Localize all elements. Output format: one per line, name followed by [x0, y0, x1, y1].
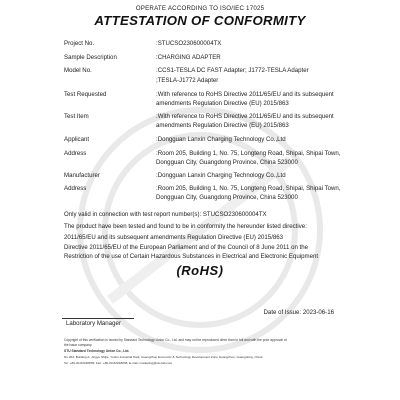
- field-value: Dongguan City, Guangdong Province, China 523000: [156, 159, 298, 166]
- field-value: :Dongguan Lanxin Charging Technology Co.,Ltd: [156, 172, 286, 179]
- company-contact: Tel: +86-20-82018835, Fax: +86-20-82018838, E-mail: marketing@stu-lab.com: [64, 361, 173, 365]
- field-value: :STUCSO230600004TX: [156, 40, 222, 47]
- field-label: Project No.: [64, 40, 95, 47]
- field-value: amendments Regulation Directive (EU) 2015/863: [156, 122, 289, 129]
- field-label: Manufacturer: [64, 172, 100, 179]
- field-value: amendments Regulation Directive (EU) 2015/863: [156, 100, 289, 107]
- directive-description-2: Restriction of the use of Certain Hazardous Substances in Electrical and Electronic Equipment: [64, 253, 319, 260]
- signature-label: Laboratory Manager: [66, 320, 121, 327]
- field-label: Address: [64, 185, 87, 192]
- field-value: :Room 205, Building 1, No. 75, Longteng Road, Shipai, Shipai Town,: [156, 150, 341, 157]
- certificate-title: ATTESTATION OF CONFORMITY: [94, 13, 306, 28]
- field-value: :With reference to RoHS Directive 2011/65/EU and its subsequent: [156, 113, 334, 120]
- field-value: :With reference to RoHS Directive 2011/65/EU and its subsequent: [156, 91, 334, 98]
- field-value: :CCS1-TESLA DC FAST Adapter; J1772-TESLA Adapter: [156, 67, 309, 74]
- field-value: :Dongguan Lanxin Charging Technology Co.,Ltd: [156, 136, 286, 143]
- company-name: STU Standard Technology Union Co., Ltd.: [64, 349, 130, 353]
- valid-report-line: Only valid in connection with test report number(s): STUCSO230600004TX: [64, 211, 267, 218]
- signature-line: [62, 318, 134, 319]
- directive-line: 2011/65/EU and its subsequent amendments Regulation Directive (EU) 2015/863: [64, 234, 284, 241]
- copyright-line-2: the issue company.: [64, 343, 93, 347]
- directive-description-1: Directive 2011/65/EU of the European Parliament and of the Council of 8 June 2011 on the: [64, 244, 309, 251]
- field-label: Address: [64, 150, 87, 157]
- copyright-line-1: Copyright of this verification is owned by Standard Technology Union Co., Ltd. and may not be reproduced other than in full and with the prior approval of: [64, 338, 287, 342]
- field-value: ;TESLA-J1772 Adapter: [156, 77, 219, 84]
- field-value: Dongguan City, Guangdong Province, China 523000: [156, 194, 298, 201]
- operate-standard-line: OPERATE ACCORDING TO ISO/IEC 17025: [135, 5, 265, 12]
- rohs-mark: (RoHS): [176, 263, 224, 278]
- field-value: :Room 205, Building 1, No. 75, Longteng Road, Shipai, Shipai Town,: [156, 185, 341, 192]
- conformity-statement: The product have been tested and found to be in conformity the hereunder listed directive:: [64, 223, 307, 230]
- field-label: Model No.: [64, 67, 92, 74]
- field-label: Sample Description: [64, 54, 117, 61]
- company-address: No.203, Building A, Jingye Shijie, Yushu Industrial Park, Guangzhou Economic & Technology Development Zone Guangzhou, Guangdong, China: [64, 355, 263, 359]
- field-label: Test Requested: [64, 91, 107, 98]
- date-of-issue: Date of Issue: 2023-06-16: [263, 309, 334, 316]
- field-value: :CHARGING ADAPTER: [156, 54, 221, 61]
- field-label: Test Item: [64, 113, 89, 120]
- field-label: Applicant: [64, 136, 90, 143]
